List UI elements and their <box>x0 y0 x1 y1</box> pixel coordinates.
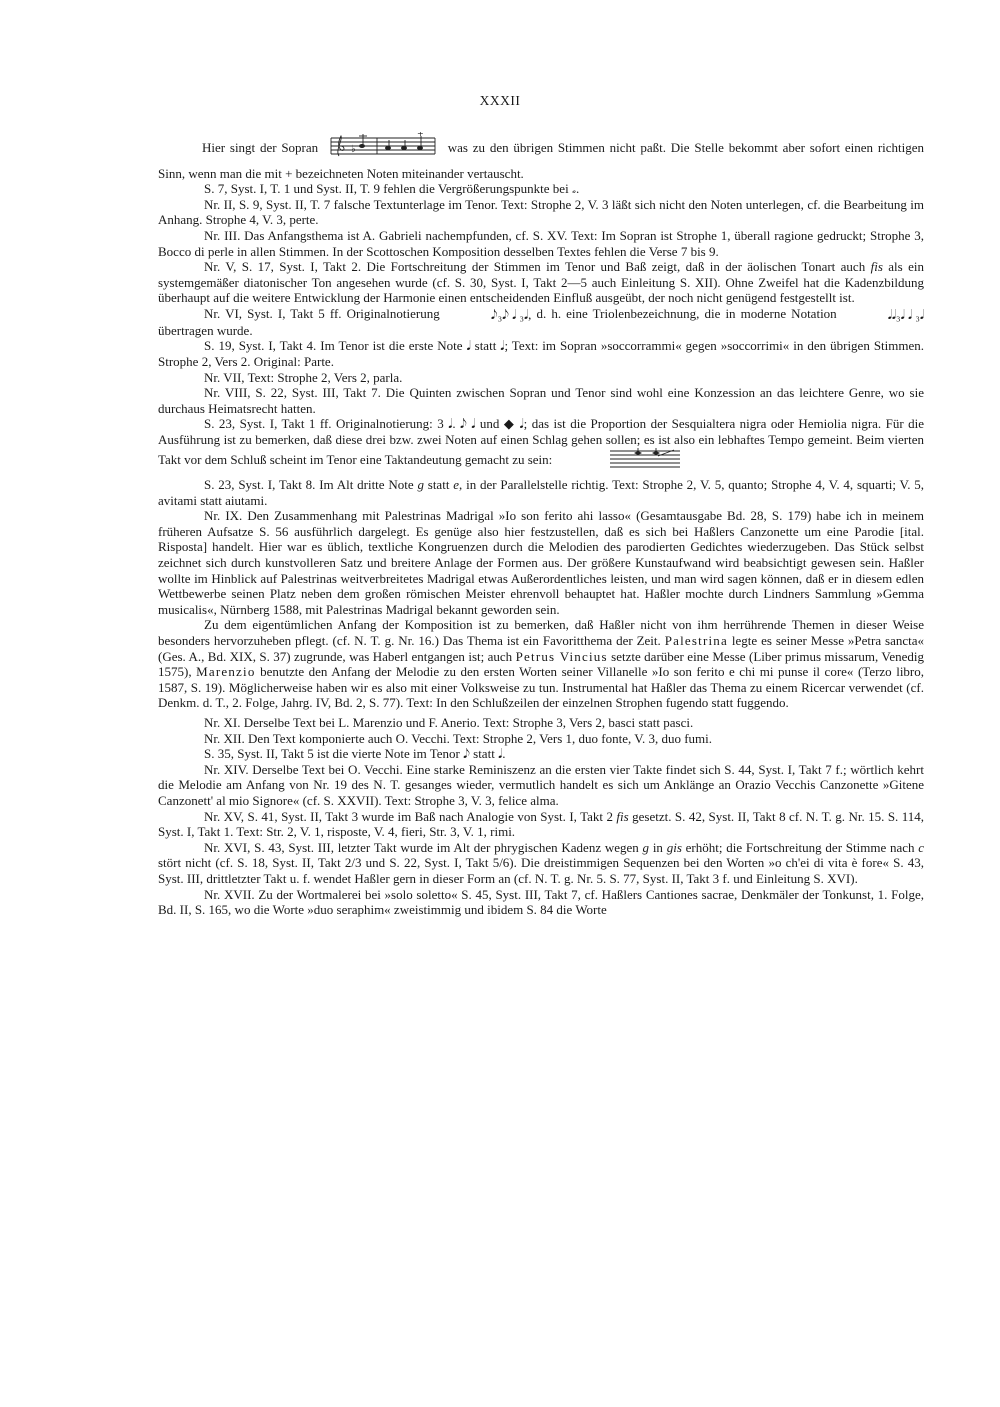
paragraph <box>158 416 924 473</box>
paragraph-text: erhöht; die Fortschreitung der Stimme nach <box>685 839 915 855</box>
paragraph-text: und <box>479 416 500 432</box>
paragraph-text: legte es seiner Messe »Petra sancta« (Ges. A., Bd. XIX, S. 37) zugrunde, was Haberl entgangen ist; auch <box>158 633 925 664</box>
paragraph <box>158 181 924 197</box>
italic-term: fis <box>870 259 883 275</box>
paragraph <box>158 617 924 711</box>
paragraph <box>158 809 924 840</box>
paragraph: Nr. XVII. Zu der Wortmalerei bei »solo soletto« S. 45, Syst. III, Takt 7, cf. Haßlers Cantiones sacrae, Denkmäler der Tonkunst, 1. Folge, Bd. II, S. 165, wo die Worte »duo seraphim« zweistimmig und ibidem S. 84 die Worte <box>158 886 924 918</box>
paragraph-text: S. 23, Syst. I, Takt 8. Im Alt dritte Note <box>204 477 414 493</box>
paragraph <box>158 259 924 306</box>
paragraph-text: S. 35, Syst. II, Takt 5 ist die vierte Note im Tenor <box>204 746 460 762</box>
music-staff-example-icon <box>329 132 437 166</box>
paragraph-text: S. 23, Syst. I, Takt 1 ff. Originalnotierung: <box>204 416 433 432</box>
paragraph: Nr. VIII, S. 22, Syst. III, Takt 7. Die Quinten zwischen Sopran und Tenor sind wohl eine Konzession an das leichtere Genre, wo sie durchaus Heimatsrecht hatten. <box>158 385 924 416</box>
paragraph-text: Nr. VI, Syst. I, Takt 5 ff. Originalnotierung <box>204 305 440 321</box>
italic-term: e <box>453 477 460 493</box>
note-icon: ◆ 𝅘𝅥 <box>503 416 524 432</box>
triplet-notation-icon: 𝅘𝅥𝅮₃𝅘𝅥𝅮 𝅘𝅥 ₃𝅘𝅥, <box>490 307 532 323</box>
paragraph: Nr. IX. Den Zusammenhang mit Palestrinas Madrigal »Io son ferito ahi lasso« (Gesamtausgabe Bd. 28, S. 179) habe ich in meinem früheren Aufsatze S. 56 ausführlich dargelegt. Es genüge also hier festzustellen, daß es sich bei Haßlers Canzonette um eine Parodie [ital. Risposta] handelt. Hier war es üblich, textliche Kongruenzen durch die Melodien des parodierten Gedichtes wiederzugeben. Das Stück selbst zeichnet sich durch kunstvolleren Satz und breitere Anlage der Formen aus. Der größere Kunstaufwand wird beabsichtigt gewesen sein. Haßler wollte im Hinblick auf Palestrinas weitverbreitetes Madrigal etwas Außerordentliches leisten, und man wird sagen können, daß er in diesem edlen Wettbewerbe seinen Platz neben dem großen römischen Meister ehrenvoll behauptet hat. Haßler mochte durch Lindners Sammlung »Gemma musicalis«, Nürnberg 1588, mit Palestrinas Madrigal bekannt geworden sein. <box>158 508 924 617</box>
paragraph-text: statt <box>473 746 495 762</box>
note-icon: 𝅘𝅥𝅮 <box>463 746 470 762</box>
paragraph <box>158 840 924 887</box>
paragraph-text: , in der Parallelstelle richtig. Text: Strophe 2, V. 5, quanto; Strophe 4, V. 4, squarti; V. 5, avitami statt aiutami. <box>158 477 925 508</box>
italic-term: fis <box>616 808 629 824</box>
svg-text:+: + <box>416 132 424 138</box>
paragraph-text: benutzte den Anfang der Melodie zu den ersten Worten seiner Villanelle »Io son ferito e chi mi punse il core« (Terzo libro, 1587, S. 19). Möglicherweise haben wir es also mit einer Volksweise zu tun. Instrumental hat Haßler das Thema zu einem Ricercar verwendet (cf. Denkm. d. T., 2. Folge, Jahrg. IV, Bd. 2, S. 77). Text: In den Schlußzeilen der einzelnen Strophen fugendo statt fuggendo. <box>158 664 925 711</box>
paragraph: Nr. III. Das Anfangsthema ist A. Gabrieli nachempfunden, cf. S. XV. Text: Im Sopran ist Strophe 1, überall ragione gedruckt; Strophe 3, Bocco di perle in allen Stimmen. In der Scottoschen Komposition desselben Textes fehlen die Verse 7 bis 9. <box>158 227 924 259</box>
spaced-name: Petrus Vincius <box>515 648 608 664</box>
note-icon: 𝅘𝅥 <box>498 746 503 762</box>
paragraph: Nr. XII. Den Text komponierte auch O. Vecchi. Text: Strophe 2, Vers 1, duo fonte, V. 3, duo fumi. <box>204 730 712 746</box>
paragraph-text: Nr. V, S. 17, Syst. I, Takt 2. Die Fortschreitung der Stimmen im Tenor und Baß zeigt, daß in der äolischen Tonart auch <box>204 259 866 275</box>
paragraph-text: Hier singt der Sopran <box>202 139 319 155</box>
paragraph <box>158 306 924 338</box>
spaced-name: Palestrina <box>664 633 728 649</box>
paragraph-text: als ein systemgemäßer diatonischer Ton angesehen wurde (cf. S. 30, Syst. I, Takt 2—5 auch Einleitung S. XII). Ohne Zweifel hat die Kadenzbildung überhaupt auf die weitere Entwicklung der Harmonie einen entscheidenden Einfluß ausgeübt, der noch nicht genügend festgestellt ist. <box>158 259 924 306</box>
paragraph-text: stört nicht (cf. S. 18, Syst. II, Takt 2/3 und S. 22, Syst. I, Takt 5/6). Die dreistimmigen Sequenzen bei den Worten »o ch'ei di vita è fore« S. 43, Syst. III, drittletzter Takt u. f. wendet Haßler gern in dieser Form an (cf. N. T. g. Nr. 5. S. 77, Syst. II, Takt 3 f. und Einleitung S. XVI). <box>158 855 924 886</box>
italic-term: gis <box>666 839 682 855</box>
page-number: XXXII <box>479 93 521 108</box>
paragraph-text: S. 7, Syst. I, T. 1 und Syst. II, T. 9 fehlen die Vergrößerungspunkte bei <box>204 181 569 197</box>
paragraph-text: statt <box>474 338 497 354</box>
paragraph-text: statt <box>427 477 450 493</box>
hemiola-notation-icon: 3 𝅘𝅥. 𝅘𝅥𝅮 𝅘𝅥 <box>437 416 476 432</box>
paragraph-text: übertragen wurde. <box>158 322 253 338</box>
paragraph-sopran <box>158 132 924 181</box>
paragraph: Nr. II, S. 9, Syst. II, T. 7 falsche Textunterlage im Tenor. Text: Strophe 2, V. 3 läßt sich nicht den Noten unterlegen, cf. die Bearbeitung im Anhang. Strophe 4, V. 3, perte. <box>158 196 924 228</box>
paragraph: Nr. VII, Text: Strophe 2, Vers 2, parla. <box>204 369 403 385</box>
paragraph: Nr. XIV. Derselbe Text bei O. Vecchi. Eine starke Reminiszenz an die ersten vier Takte findet sich S. 44, Syst. I, Takt 7 f.; wörtlich kehrt die Melodie am Anfang von Nr. 19 des N. T. gesanges wieder, vermutlich handelt es sich um Anklänge an Orazio Vecchis Canzonette »Gitene Canzonett' al mio Signore« (cf. S. XXVII). Text: Strophe 3, V. 3, felice alma. <box>158 761 924 808</box>
paragraph-text: Nr. XVI, S. 43, Syst. III, letzter Takt wurde im Alt der phrygischen Kadenz wegen <box>204 839 639 855</box>
paragraph: Nr. XI. Derselbe Text bei L. Marenzio und F. Anerio. Text: Strophe 3, Vers 2, basci statt pasci. <box>204 715 694 730</box>
paragraph <box>158 477 924 508</box>
note-icon: 𝅘𝅥 <box>466 338 471 354</box>
paragraph-text: S. 19, Syst. I, Takt 4. Im Tenor ist die erste Note <box>204 338 463 354</box>
italic-term: g <box>642 839 650 855</box>
modern-triplet-icon: 𝅘𝅥𝅘𝅥₃𝅘𝅥 𝅘𝅥 ₃𝅘𝅥 <box>887 307 925 323</box>
paragraph: S. 35, Syst. II, Takt 5 ist die vierte Note im Tenor 𝅘𝅥𝅮 statt 𝅘𝅥. <box>204 746 506 762</box>
paragraph-text: ; das ist die Proportion der Sesquialtera nigra oder Hemiolia nigra. Für die Ausführung ist zu bemerken, daß diese drei bzw. zwei Noten auf einen Schlag gehen sollen; es ist also ein lebhaftes Tempo gemeint. Beim vierten Takt vor dem Schluß scheint im Tenor eine Taktandeutung gemacht zu sein: <box>158 416 925 467</box>
music-staff-tenor-icon <box>562 448 682 474</box>
svg-text:♭: ♭ <box>350 144 356 155</box>
paragraph-text: in <box>652 839 663 855</box>
paragraph-text: Nr. XV, S. 41, Syst. II, Takt 3 wurde im Baß nach Analogie von Syst. I, Takt 2 <box>204 808 613 824</box>
spaced-name: Marenzio <box>196 664 256 680</box>
paragraph-text: Zu dem eigentümlichen Anfang der Komposition ist zu bemerken, daß Haßler nicht von ihm herrührende Themen in dieser Weise besonders hervorzuheben pflegt. (cf. N. T. g. Nr. 16.) Das Thema ist ein Favoritthema der Zeit. <box>158 617 924 649</box>
italic-term: g <box>417 477 424 493</box>
italic-term: c <box>918 839 925 855</box>
body-text <box>158 132 924 918</box>
paragraph-text: setzte darüber eine Messe (Liber primus missarum, Venedig 1575), <box>158 648 924 680</box>
paragraph-text: d. h. eine Triolenbezeichnung, die in moderne Notation <box>536 305 837 321</box>
paragraph <box>158 338 924 369</box>
paragraph-text: gesetzt. S. 42, Syst. II, Takt 8 cf. N. T. g. Nr. 15. S. 114, Syst. I, Takt 1. Text: Str. 2, V. 1, risposte, V. 4, fieri, Str. 3, V. 1, rimi. <box>158 808 925 840</box>
breve-note-icon: 𝅗. <box>571 181 580 197</box>
paragraph-text: was zu den übrigen Stimmen nicht paßt. Die Stelle bekommt aber sofort einen richtigen Sinn, wenn man die mit + bezeichneten Noten miteinander vertauscht. <box>158 139 925 181</box>
paragraph-text: ; Text: im Sopran »soccorrammi« gegen »soccorrimi« in den übrigen Stimmen. Strophe 2, Vers 2. Original: Parte. <box>158 338 925 369</box>
note-icon: 𝅘𝅥 <box>500 338 505 354</box>
